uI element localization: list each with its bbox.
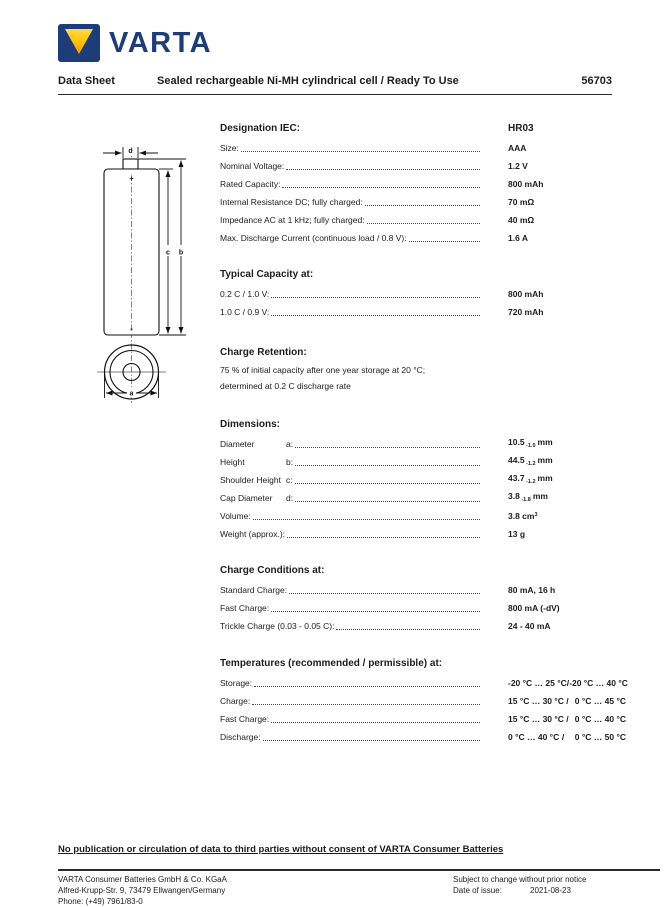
spec-row-capacity-10c: 1.0 C / 0.9 V: 720 mAh <box>220 306 544 317</box>
dotted-leader <box>271 611 480 612</box>
dotted-leader <box>295 483 480 484</box>
doc-type-label: Data Sheet <box>58 75 115 87</box>
polarity-minus-mark <box>131 329 133 331</box>
dim-label-a: a <box>129 390 134 398</box>
section-temperatures-header: Temperatures (recommended / permissible) at: <box>220 658 443 669</box>
tolerance: -1.2 <box>526 478 536 485</box>
spec-row-fast-charge: Fast Charge: 800 mA (-dV) <box>220 602 560 613</box>
varta-logo-icon <box>58 24 100 62</box>
dotted-leader <box>286 169 480 170</box>
dotted-leader <box>295 447 480 448</box>
dotted-leader <box>289 593 480 594</box>
tolerance: -1.8 <box>521 496 531 503</box>
dotted-leader <box>295 501 480 502</box>
temp-recommended: 15 °C … 30 °C <box>508 695 564 706</box>
section-dimensions-header: Dimensions: <box>220 419 281 430</box>
tolerance: -1.2 <box>526 460 536 467</box>
spec-row-size: Size: AAA <box>220 142 527 153</box>
dotted-leader <box>253 519 480 520</box>
dimension-name: Diameter <box>220 438 255 449</box>
dimension-name: Cap Diameter <box>220 492 273 503</box>
spec-row-internal-resistance: Internal Resistance DC; fully charged: 70 mΩ <box>220 196 535 207</box>
dotted-leader <box>254 686 480 687</box>
spec-row-trickle-charge: Trickle Charge (0.03 - 0.05 C): 24 - 40 mA <box>220 620 551 631</box>
section-typical-capacity-header: Typical Capacity at: <box>220 269 314 280</box>
spec-row-standard-charge: Standard Charge: 80 mA, 16 h <box>220 584 556 595</box>
battery-cap <box>123 159 138 169</box>
spec-column <box>220 118 640 745</box>
spec-row-diameter: Diameter a: 10.5 -1.0 mm <box>220 437 553 449</box>
change-note: Subject to change without prior notice <box>453 875 587 884</box>
dimension-letter: a: <box>286 438 294 449</box>
section-charge-conditions-header: Charge Conditions at: <box>220 565 325 576</box>
spec-row-nominal-voltage: Nominal Voltage: 1.2 V <box>220 160 528 171</box>
date-of-issue-value: 2021-08-23 <box>530 886 571 895</box>
spec-row-rated-capacity: Rated Capacity: 800 mAh <box>220 178 544 189</box>
dotted-leader <box>367 223 480 224</box>
battery-dimension-diagram <box>85 145 205 410</box>
section-charge-retention-header: Charge Retention: <box>220 347 307 358</box>
company-street: Alfred-Krupp-Str. 9, 73479 Ellwangen/Germany <box>58 886 226 895</box>
dimension-letter: d: <box>286 492 294 503</box>
spec-row-temp-storage: Storage: -20 °C … 25 °C / -20 °C … 40 °C <box>220 677 628 688</box>
footer-divider <box>58 869 660 871</box>
spec-row-capacity-02c: 0.2 C / 1.0 V: 800 mAh <box>220 288 544 299</box>
dimension-name: Shoulder Height <box>220 474 281 485</box>
dotted-leader <box>409 241 480 242</box>
dim-label-d: d <box>128 148 133 155</box>
page-title: Sealed rechargeable Ni-MH cylindrical cell / Ready To Use <box>157 75 459 87</box>
dotted-leader <box>282 187 480 188</box>
date-of-issue-label: Date of issue: <box>453 886 502 895</box>
spec-row-temp-fast-charge: Fast Charge: 15 °C … 30 °C / 0 °C … 40 °C <box>220 713 626 724</box>
spec-row-impedance: Impedance AC at 1 kHz; fully charged: 40 mΩ <box>220 214 535 225</box>
dotted-leader <box>271 297 480 298</box>
charge-retention-note-2: determined at 0.2 C discharge rate <box>220 380 351 391</box>
temp-permissible: 0 °C … 40 °C <box>574 713 626 724</box>
section-title: Designation IEC: <box>220 123 301 134</box>
dotted-leader <box>252 704 480 705</box>
spec-row-cap-diameter: Cap Diameter d: 3.8 -1.8 mm <box>220 491 548 503</box>
dotted-leader <box>263 740 480 741</box>
document-header <box>58 75 612 87</box>
dotted-leader <box>271 315 480 316</box>
company-name: VARTA Consumer Batteries GmbH & Co. KGaA <box>58 875 227 884</box>
temp-permissible: 0 °C … 50 °C <box>574 731 626 742</box>
superscript: 3 <box>534 511 538 518</box>
dotted-leader <box>241 151 480 152</box>
spec-row-height: Height b: 44.5 -1.2 mm <box>220 455 553 467</box>
dotted-leader <box>271 722 480 723</box>
spec-row-temp-charge: Charge: 15 °C … 30 °C / 0 °C … 45 °C <box>220 695 626 706</box>
dotted-leader <box>365 205 480 206</box>
varta-logo <box>58 24 212 62</box>
confidentiality-notice: No publication or circulation of data to third parties without consent of VARTA Consumer Batteries <box>58 844 504 855</box>
header-divider <box>58 94 612 95</box>
temp-permissible: 0 °C … 45 °C <box>574 695 626 706</box>
spec-row-max-discharge: Max. Discharge Current (continuous load / 0.8 V): 1.6 A <box>220 232 529 243</box>
dimension-letter: c: <box>286 474 293 485</box>
tolerance: -1.0 <box>526 442 536 449</box>
temp-permissible: -20 °C … 40 °C <box>569 677 628 688</box>
temp-recommended: -20 °C … 25 °C <box>508 677 567 688</box>
spec-row-temp-discharge: Discharge: 0 °C … 40 °C / 0 °C … 50 °C <box>220 731 626 742</box>
battery-outline-drawing <box>85 145 205 410</box>
designation-value: HR03 <box>508 123 534 134</box>
dotted-leader <box>336 629 480 630</box>
part-number: 56703 <box>581 75 612 87</box>
dotted-leader <box>295 465 480 466</box>
temp-recommended: 0 °C … 40 °C <box>508 731 560 742</box>
dimension-name: Height <box>220 456 245 467</box>
spec-row-weight: Weight (approx.): 13 g <box>220 528 526 539</box>
dim-label-c: c <box>166 249 170 257</box>
spec-row-volume: Volume: 3.8 $cm^3$ <box>220 510 538 521</box>
dimension-letter: b: <box>286 456 294 467</box>
footer-issue-block <box>453 874 586 896</box>
polarity-plus-mark: + <box>129 176 134 183</box>
varta-logo-text: VARTA <box>109 26 213 59</box>
dim-label-b: b <box>178 249 184 257</box>
temp-recommended: 15 °C … 30 °C <box>508 713 564 724</box>
charge-retention-note-1: 75 % of initial capacity after one year storage at 20 °C; <box>220 364 426 375</box>
company-address-block <box>58 874 227 907</box>
section-designation-header <box>220 118 640 138</box>
dotted-leader <box>287 537 480 538</box>
company-phone: Phone: (+49) 7961/83-0 <box>58 897 143 906</box>
spec-row-shoulder-height: Shoulder Height c: 43.7 -1.2 mm <box>220 473 553 485</box>
